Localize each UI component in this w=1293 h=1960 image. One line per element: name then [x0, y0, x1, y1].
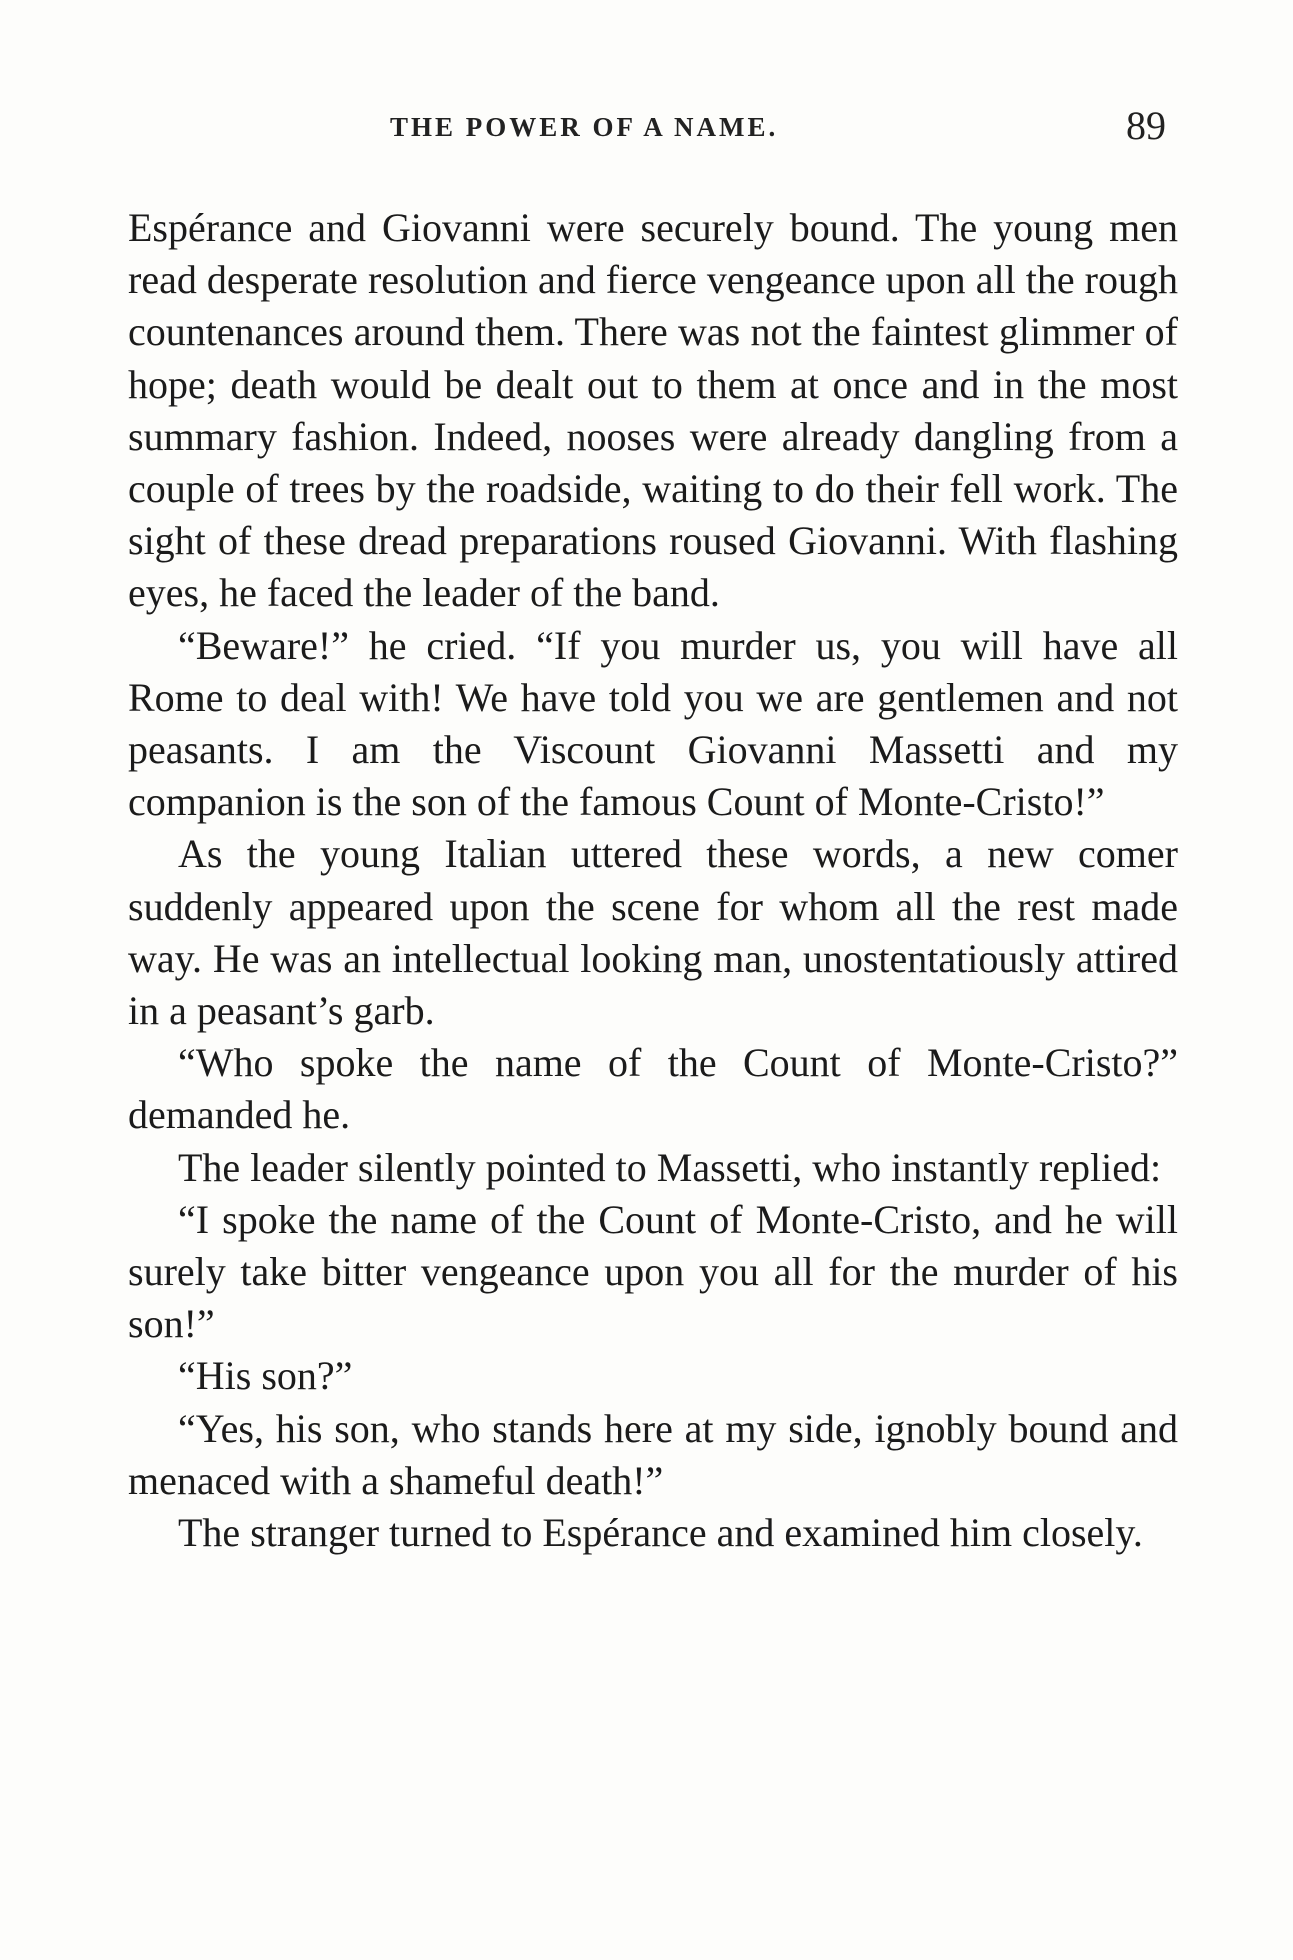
- running-title: THE POWER OF A NAME.: [390, 112, 779, 142]
- paragraph: The leader silently pointed to Massetti, who instantly replied:: [178, 1144, 1162, 1190]
- body-text: [128, 202, 1178, 1559]
- page-header: [128, 103, 1178, 158]
- paragraph: The stranger turned to Espérance and examined him closely.: [178, 1510, 1143, 1556]
- page-number: 89: [1126, 103, 1166, 148]
- paragraph: “His son?”: [178, 1353, 353, 1399]
- paragraph: “Yes, his son, who stands here at my side, ignobly bound and menaced with a shameful death!”: [128, 1405, 1178, 1503]
- paragraph: Espérance and Giovanni were securely bound. The young men read desperate resolution and fierce vengeance upon all the rough countenances around them. There was not the faintest glimmer of hope; death would be dealt out to them at once and in the most summary fashion. Indeed, nooses were already dangling from a couple of trees by the roadside, waiting to do their fell work. The sight of these dread preparations roused Giovanni. With flashing eyes, he faced the leader of the band.: [128, 205, 1178, 616]
- paragraph: As the young Italian uttered these words, a new comer suddenly appeared upon the scene for whom all the rest made way. He was an intellectual looking man, unostentatiously attired in a peasant’s garb.: [128, 831, 1178, 1034]
- paragraph: “Who spoke the name of the Count of Monte-Cristo?” demanded he.: [128, 1040, 1178, 1138]
- paragraph: “Beware!” he cried. “If you murder us, you will have all Rome to deal with! We have told you we are gentlemen and not peasants. I am the Viscount Giovanni Massetti and my companion is the son of the famous Count of Monte-Cristo!”: [128, 622, 1178, 825]
- paragraph: “I spoke the name of the Count of Monte-Cristo, and he will surely take bitter vengeance upon you all for the murder of his son!”: [128, 1196, 1178, 1347]
